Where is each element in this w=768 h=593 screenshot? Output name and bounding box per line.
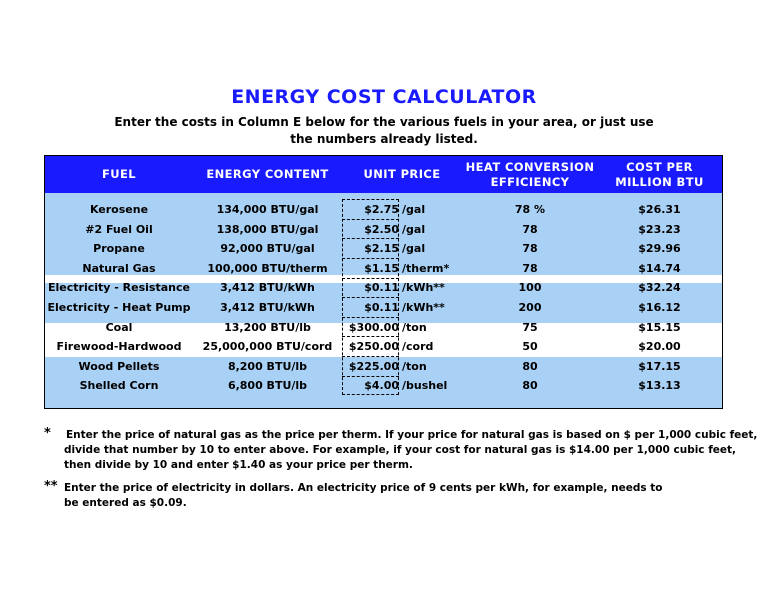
unit-label: /cord <box>402 340 434 354</box>
energy-content-cell: 13,200 BTU/lb <box>224 320 311 334</box>
fuel-cell: Propane <box>93 242 145 256</box>
energy-content-cell: 3,412 BTU/kWh <box>220 301 315 314</box>
fuel-cell: Electricity - Heat Pump <box>47 301 191 314</box>
footnote-mark: ** <box>44 479 58 494</box>
energy-content-cell: 3,412 BTU/kWh <box>220 281 315 295</box>
cost-per-million-btu-cell: $23.23 <box>638 222 681 236</box>
footnote-therm <box>44 426 758 476</box>
instructions-line-2: the numbers already listed. <box>290 132 478 146</box>
fuel-cell: Natural Gas <box>82 261 156 275</box>
page-title: ENERGY COST CALCULATOR <box>231 86 537 108</box>
instructions <box>0 114 768 148</box>
efficiency-cell: 75 <box>522 320 538 334</box>
fuel-cell: Electricity - Resistance <box>48 281 190 295</box>
price-divider <box>342 356 399 357</box>
unit-label: /gal <box>402 222 426 236</box>
price-divider <box>342 317 399 318</box>
unit-label: /kWh** <box>402 281 445 295</box>
efficiency-cell: 78 <box>522 261 538 275</box>
header-efficiency-line-1: HEAT CONVERSION <box>465 159 595 174</box>
price-divider <box>342 219 399 220</box>
fuel-cell: Firewood-Hardwood <box>56 340 182 354</box>
fuel-cell: Shelled Corn <box>79 379 159 393</box>
unit-price-input[interactable]: $300.00 <box>348 320 399 334</box>
unit-price-input[interactable]: $0.11 <box>364 301 399 314</box>
header-efficiency-line-2: EFFICIENCY <box>490 174 570 189</box>
unit-price-input[interactable]: $2.50 <box>364 222 399 236</box>
efficiency-cell: 100 <box>518 281 542 295</box>
cost-per-million-btu-cell: $15.15 <box>638 320 681 334</box>
energy-cost-table <box>44 155 723 409</box>
cost-per-million-btu-cell: $14.74 <box>638 261 681 275</box>
energy-content-cell: 100,000 BTU/therm <box>207 261 328 275</box>
unit-label: /gal <box>402 242 426 256</box>
cost-per-million-btu-cell: $13.13 <box>638 379 681 393</box>
unit-price-input[interactable]: $2.15 <box>364 242 399 256</box>
price-divider <box>342 336 399 337</box>
efficiency-cell: 78 % <box>514 203 546 216</box>
cost-per-million-btu-cell: $26.31 <box>638 203 681 216</box>
energy-content-cell: 8,200 BTU/lb <box>227 359 308 373</box>
header-energy-content: ENERGY CONTENT <box>206 167 329 181</box>
price-divider <box>342 238 399 239</box>
fuel-cell: Kerosene <box>89 203 149 216</box>
energy-content-cell: 6,800 BTU/lb <box>227 379 308 393</box>
unit-label: /kWh** <box>402 301 445 314</box>
header-cost-line-2: MILLION BTU <box>615 174 704 189</box>
unit-label: /gal <box>402 203 426 216</box>
header-unit-price: UNIT PRICE <box>363 167 441 181</box>
footnote-electricity-line-1: Enter the price of electricity in dollars. An electricity price of 9 cents per kWh, for example, needs to <box>64 482 663 494</box>
unit-label: /therm* <box>402 261 450 275</box>
header-efficiency <box>465 156 595 193</box>
cost-per-million-btu-cell: $17.15 <box>638 359 681 373</box>
energy-content-cell: 92,000 BTU/gal <box>220 242 315 256</box>
header-cost-line-1: COST PER <box>626 159 693 174</box>
fuel-cell: Wood Pellets <box>78 359 160 373</box>
header-fuel: FUEL <box>102 167 136 181</box>
efficiency-cell: 50 <box>522 340 538 354</box>
table-header <box>45 156 722 193</box>
efficiency-cell: 80 <box>522 379 538 393</box>
footnote-mark: * <box>44 426 51 441</box>
unit-price-input[interactable]: $1.15 <box>364 261 399 275</box>
cost-per-million-btu-cell: $16.12 <box>638 301 681 314</box>
unit-label: /bushel <box>402 379 448 393</box>
cost-per-million-btu-cell: $20.00 <box>638 340 681 354</box>
price-divider <box>342 258 399 259</box>
instructions-line-1: Enter the costs in Column E below for the various fuels in your area, or just use <box>114 115 654 129</box>
footnote-therm-line-2: divide that number by 10 to enter above. For example, if your cost for natural gas is $14.00 per 1,000 cubic feet, <box>64 444 737 456</box>
footnote-therm-line-3: then divide by 10 and enter $1.40 as your price per therm. <box>64 459 413 471</box>
unit-price-input[interactable]: $250.00 <box>348 340 399 354</box>
price-divider <box>342 297 399 298</box>
efficiency-cell: 78 <box>522 242 538 256</box>
fuel-cell: #2 Fuel Oil <box>85 222 153 236</box>
unit-label: /ton <box>402 359 427 373</box>
efficiency-cell: 80 <box>522 359 538 373</box>
unit-price-input[interactable]: $4.00 <box>364 379 399 393</box>
energy-content-cell: 25,000,000 BTU/cord <box>202 340 333 354</box>
footnote-electricity-line-2: be entered as $0.09. <box>64 497 187 509</box>
footnote-electricity <box>44 481 724 513</box>
efficiency-cell: 200 <box>518 301 542 314</box>
footnote-therm-line-1: Enter the price of natural gas as the price per therm. If your price for natural gas is based on $ per 1,000 cubic feet, <box>66 429 758 441</box>
efficiency-cell: 78 <box>522 222 538 236</box>
energy-content-cell: 138,000 BTU/gal <box>216 222 319 236</box>
fuel-cell: Coal <box>105 320 133 334</box>
energy-content-cell: 134,000 BTU/gal <box>216 203 319 216</box>
header-cost <box>597 156 722 193</box>
price-divider <box>342 376 399 377</box>
unit-price-input[interactable]: $0.11 <box>364 281 399 295</box>
cost-per-million-btu-cell: $32.24 <box>638 281 681 295</box>
cost-per-million-btu-cell: $29.96 <box>638 242 681 256</box>
unit-price-input[interactable]: $2.75 <box>364 203 399 216</box>
price-divider <box>342 278 399 279</box>
unit-label: /ton <box>402 320 427 334</box>
unit-price-input[interactable]: $225.00 <box>348 359 399 373</box>
